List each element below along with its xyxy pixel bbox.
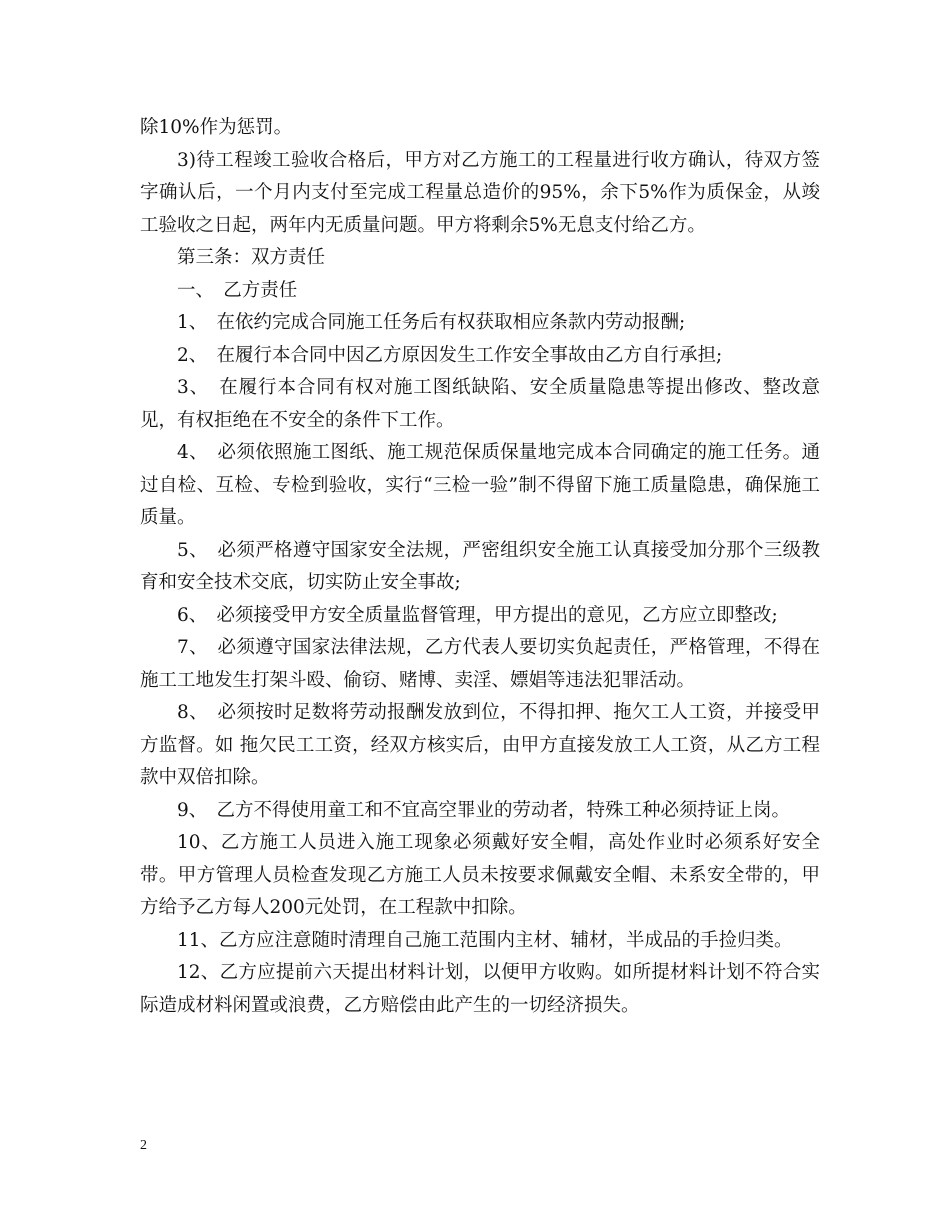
- clause-10: 10、乙方施工人员进入施工现象必须戴好安全帽，高处作业时必须系好安全带。甲方管理人员检查发现乙方施工人员未按要求佩戴安全帽、未系安全带的，甲方给予乙方每人200元处罚，在工程款中扣除。: [140, 832, 820, 918]
- clause-5: 5、 必须严格遵守国家安全法规，严密组织安全施工认真接受加分那个三级教育和安全技术交底，切实防止安全事故;: [140, 539, 820, 593]
- page-body: [140, 112, 820, 1022]
- clause-9: 9、 乙方不得使用童工和不宜高空罪业的劳动者，特殊工种必须持证上岗。: [177, 799, 791, 821]
- clause-1: 1、 在依约完成合同施工任务后有权获取相应条款内劳动报酬;: [177, 312, 686, 333]
- clause-7: 7、 必须遵守国家法律法规，乙方代表人要切实负起责任，严格管理，不得在施工工地发生打架斗殴、偷窃、赌博、卖淫、嫖娼等违法犯罪活动。: [140, 637, 820, 691]
- clause-12: 12、乙方应提前六天提出材料计划，以便甲方收购。如所提材料计划不符合实际造成材料闲置或浪费，乙方赔偿由此产生的一切经济损失。: [140, 962, 820, 1016]
- clause-11: 11、乙方应注意随时清理自己施工范围内主材、辅材，半成品的手捡归类。: [177, 929, 793, 951]
- subsection-heading-party-b: 一、 乙方责任: [177, 279, 298, 301]
- page-number: 2: [140, 1138, 147, 1153]
- section-heading-article-3: 第三条：双方责任: [177, 247, 326, 268]
- clause-8: 8、 必须按时足数将劳动报酬发放到位，不得扣押、拖欠工人工资，并接受甲方监督。如 拖欠民工工资，经双方核实后，由甲方直接发放工人工资，从乙方工程款中双倍扣除。: [140, 702, 820, 788]
- paragraph-1: 除10%作为惩罚。: [140, 117, 293, 138]
- clause-4: 4、 必须依照施工图纸、施工规范保质保量地完成本合同确定的施工任务。通过自检、互检、专检到验收，实行“三检一验”制不得留下施工质量隐患，确保施工质量。: [140, 442, 820, 528]
- clause-2: 2、 在履行本合同中因乙方原因发生工作安全事故由乙方自行承担;: [177, 344, 723, 366]
- clause-3: 3、 在履行本合同有权对施工图纸缺陷、安全质量隐患等提出修改、整改意见，有权拒绝在不安全的条件下工作。: [140, 377, 820, 431]
- clause-6: 6、 必须接受甲方安全质量监督管理，甲方提出的意见，乙方应立即整改;: [177, 604, 778, 626]
- paragraph-2: 3)待工程竣工验收合格后，甲方对乙方施工的工程量进行收方确认，待双方签字确认后，一个月内支付至完成工程量总造价的95%，余下5%作为质保金，从竣工验收之日起，两年内无质量问题。甲方将剩余5%无息支付给乙方。: [140, 149, 820, 236]
